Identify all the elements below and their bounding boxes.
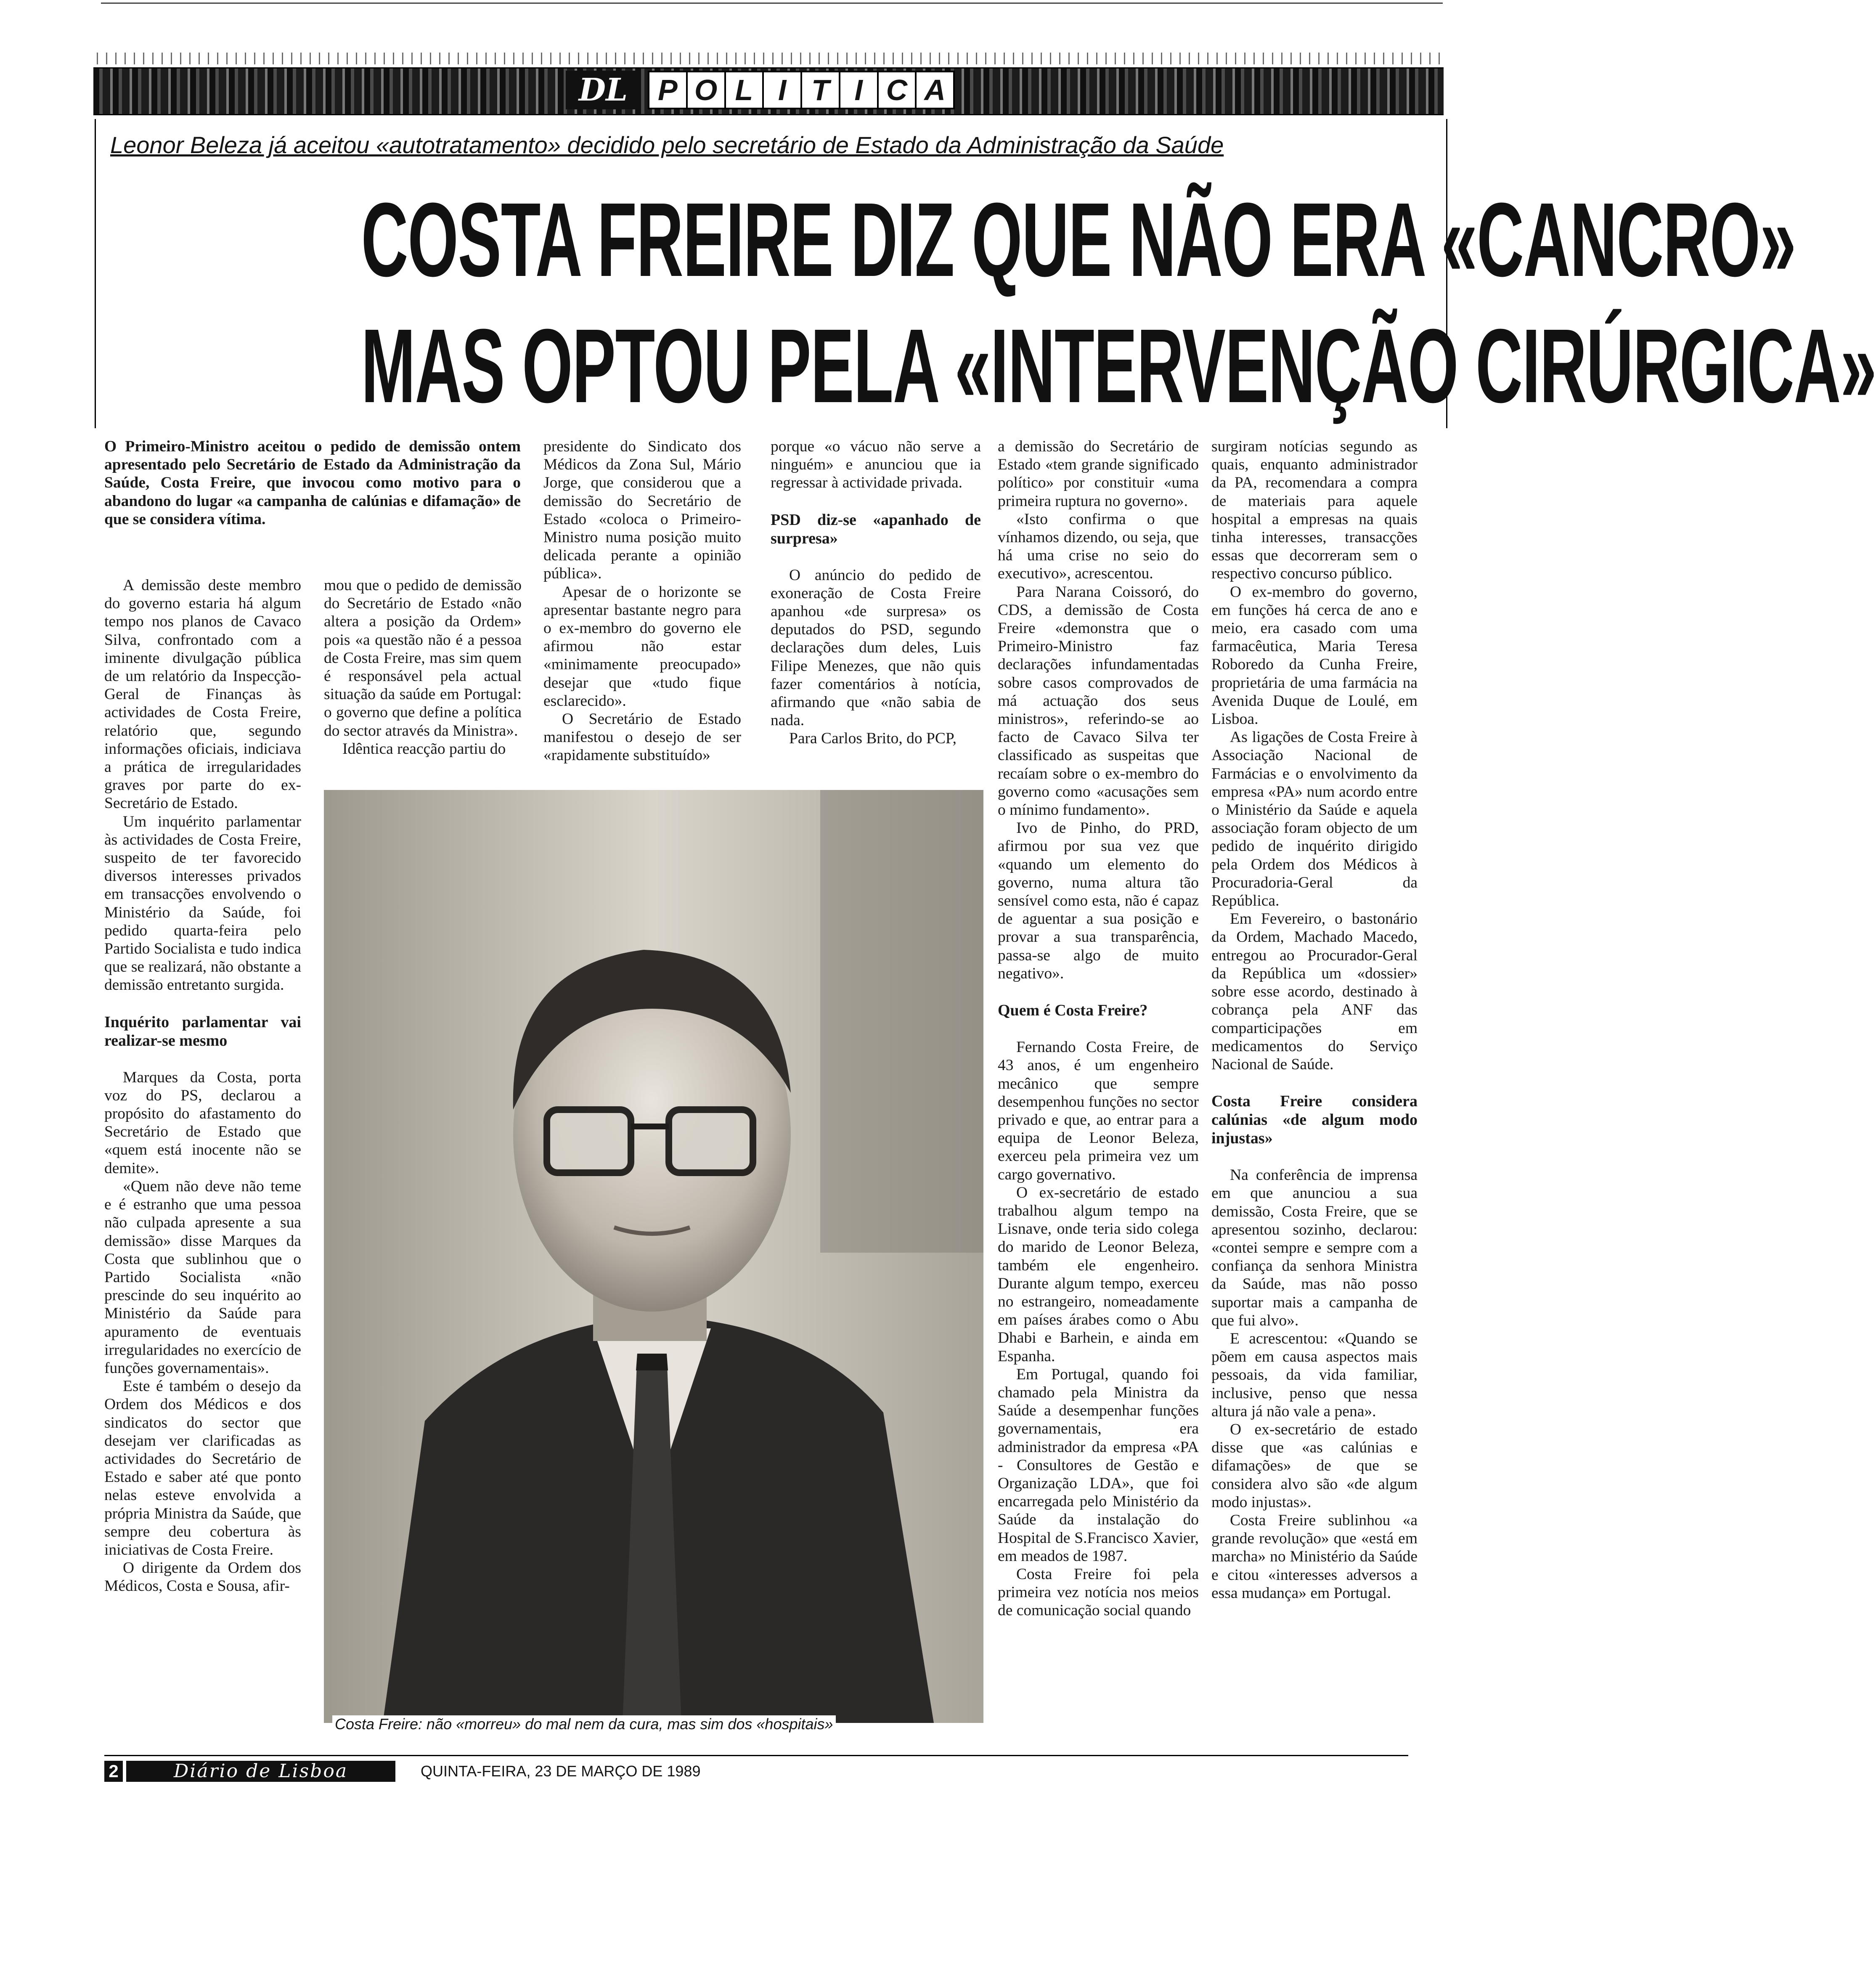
section-letter: P [649,72,688,108]
column-3 [543,437,741,765]
paragraph: Para Narana Coissoró, do CDS, a demissão de Costa Freire «demonstra que o Primeiro-Ministro faz declarações infundamentadas sobre casos comprovados de má actuação dos seus ministros», referindo-se ao facto de Cavaco Silva ter classificado as suspeitas que recaíam sobre o ex-membro do governo como «acusações sem o mínimo fundamento». [998,583,1199,819]
portrait-illustration [324,790,983,1723]
paragraph: mou que o pedido de demissão do Secretário de Estado «não altera a posição da Ordem» pois «a questão não é a pessoa de Costa Freire, mas sim quem é responsável pela actual situação da saúde em Portugal: o governo que define a política do sector através da Ministra». [324,577,522,739]
paragraph: surgiram notícias segundo as quais, enquanto administrador da PA, recomendara a compra de materiais para aquele hospital a empresas na quais tinha interesses, transacções essas que decorreram sem o respectivo concurso público. [1211,438,1418,583]
newspaper-name: Diário de Lisboa [126,1761,395,1782]
paragraph: O ex-secretário de estado trabalhou algum tempo na Lisnave, onde teria sido colega do marido de Leonor Beleza, também ele engenheiro. Durante algum tempo, exerceu no estrangeiro, nomeadamente em países árabes como o Abu Dhabi e Barhein, e ainda em Espanha. [998,1184,1199,1365]
lead-paragraph [104,437,521,528]
column-5 [998,437,1199,1620]
subheading: Inquérito parlamentar vai realizar-se mesmo [104,1013,301,1049]
section-letter: A [924,74,946,106]
footer-rule [104,1755,1408,1756]
subheading: Costa Freire considera calúnias «de algum modo injustas» [1211,1092,1418,1148]
column-1 [104,576,301,1595]
paragraph: presidente do Sindicato dos Médicos da Zona Sul, Mário Jorge, que considerou que a demissão do Secretário de Estado «coloca o Primeiro-Ministro numa posição muito delicada perante a opinião pública». [543,438,741,583]
paragraph: O Secretário de Estado manifestou o desejo de ser «rapidamente substituído» [543,710,741,764]
article-kicker: Leonor Beleza já aceitou «autotratamento» decidido pelo secretário de Estado da Administração da Saúde [110,132,1224,158]
paragraph: Para Carlos Brito, do PCP, [789,730,957,747]
page-number: 2 [104,1761,123,1782]
headline-line-1: COSTA FREIRE DIZ QUE NÃO ERA «CANCRO» [361,181,1796,298]
section-letter: I [764,72,802,108]
paragraph: «Quem não deve não teme e é estranho que uma pessoa não culpada apresente a sua demissão» disse Marques da Costa que sublinhou que o Partido Socialista «não prescinde do seu inquérito ao Ministério da Saúde para apuramento de eventuais irregularidades no exercício de funções governamentais». [104,1177,301,1377]
section-letter: C [879,72,917,108]
paragraph: Ivo de Pinho, do PRD, afirmou por sua vez que «quando um elemento do governo, numa altura tão sensível como esta, não é capaz de aguentar a sua posição e provar a sua transparência, passa-se algo de muito negativo». [998,819,1199,982]
paragraph: Em Fevereiro, o bastonário da Ordem, Machado Macedo, entregou ao Procurador-Geral da República um «dossier» sobre esse acordo, destinado à cobrança pela ANF das comparticipações em medicamentos do Serviço Nacional de Saúde. [1211,910,1418,1073]
column-6 [1211,437,1418,1602]
paragraph: Um inquérito parlamentar às actividades de Costa Freire, suspeito de ter favorecido diversos interesses privados em transacções envolvendo o Ministério da Saúde, foi pedido quarta-feira pelo Partido Socialista e tudo indica que se realizará, não obstante a demissão entretanto surgida. [104,813,301,994]
paragraph: Costa Freire foi pela primeira vez notícia nos meios de comunicação social quando [998,1565,1199,1619]
paragraph: O anúncio do pedido de exoneração de Costa Freire apanhou «de surpresa» os deputados do PSD, segundo declarações dum deles, Luis Filipe Menezes, que não quis fazer comentários à notícia, afirmando que «não sabia de nada. [771,566,981,729]
paragraph: Em Portugal, quando foi chamado pela Ministra da Saúde a desempenhar funções governamentais, era administrador da empresa «PA - Consultores de Gestão e Organização LDA», que foi encarregada pelo Ministério da Saúde da instalação do Hospital de S.Francisco Xavier, em meados de 1987. [998,1365,1199,1565]
lead-text: O Primeiro-Ministro aceitou o pedido de demissão ontem apresentado pelo Secretário de Estado da Administração da Saúde, Costa Freire, que invocou como motivo para o abandono do lugar «a campanha de calúnias e difamação» de que se considera vítima. [104,438,521,528]
paragraph: a demissão do Secretário de Estado «tem grande significado político» por constituir «uma primeira ruptura no governo». [998,438,1199,510]
section-letter: I [840,72,879,108]
column-2 [324,576,522,758]
publication-date: QUINTA-FEIRA, 23 DE MARÇO DE 1989 [421,1762,701,1780]
paragraph: Costa Freire sublinhou «a grande revolução» que «está em marcha» no Ministério da Saúde e citou «interesses adversos a essa mudança» em Portugal. [1211,1511,1418,1602]
paragraph: porque «o vácuo não serve a ninguém» e anunciou que ia regressar à actividade privada. [771,438,981,492]
paragraph: Marques da Costa, porta voz do PS, declarou a propósito do afastamento do Secretário de Estado que «quem está inocente não se demite». [104,1068,301,1177]
newspaper-logo: DL [566,71,641,109]
photo-caption: Costa Freire: não «morreu» do mal nem da cura, mas sim dos «hospitais» [332,1715,836,1733]
paragraph: «Isto confirma o que vínhamos dizendo, ou seja, que há uma crise no seio do executivo», acrescentou. [998,510,1199,583]
top-scan-rule [101,3,1443,4]
portrait-photo [324,790,983,1723]
paragraph: Apesar de o horizonte se apresentar bastante negro para o ex-membro do governo ele afirmou não estar «minimamente preocupado» desejar que «tudo fique esclarecido». [543,583,741,710]
subheading: Quem é Costa Freire? [998,1002,1148,1020]
paragraph: Este é também o desejo da Ordem dos Médicos e dos sindicatos do sector que desejam ver clarificadas as actividades do Secretário de Estado e saber até que ponto nelas esteve envolvida a própria Ministra da Saúde, que sempre deu cobertura às iniciativas de Costa Freire. [104,1378,301,1558]
paragraph: Na conferência de imprensa em que anunciou a sua demissão, Costa Freire, que se apresentou sozinho, declarou: «contei sempre e sempre com a confiança da senhora Ministra da Saúde, mas não posso suportar mais a campanha de que fui alvo». [1211,1166,1418,1329]
paragraph: As ligações de Costa Freire à Associação Nacional de Farmácias e o envolvimento da empresa «PA» num acordo entre o Ministério da Saúde e aquela associação foram objecto de um pedido de inquérito dirigido pela Ordem dos Médicos à Procuradoria-Geral da República. [1211,729,1418,910]
paragraph: O ex-membro do governo, em funções há cerca de ano e meio, era casado com uma farmacêutica, Maria Teresa Roboredo da Cunha Freire, proprietária de uma farmácia na Avenida Duque de Loulé, em Lisboa. [1211,583,1418,728]
subheading: PSD diz-se «apanhado de surpresa» [771,511,981,547]
paragraph: Fernando Costa Freire, de 43 anos, é um engenheiro mecânico que sempre desempenhou funções no sector privado e que, ao entrar para a equipa de Leonor Beleza, exerceu pela primeira vez um cargo governativo. [998,1039,1199,1183]
section-letter: O [688,72,726,108]
banner-ruler-marks [97,53,1443,64]
headline-line-2: MAS OPTOU PELA «INTERVENÇÃO CIRÚRGICA» [361,307,1876,424]
column-4 [771,437,981,748]
paragraph: O ex-secretário de estado disse que «as calúnias e difamações» de que se considera alvo são «de algum modo injustas». [1211,1420,1418,1511]
section-title-politica [648,71,955,109]
section-letter: T [802,72,840,108]
paragraph: O dirigente da Ordem dos Médicos, Costa e Sousa, afir- [104,1559,301,1595]
paragraph: Idêntica reacção partiu do [342,740,506,758]
paragraph: E acrescentou: «Quando se põem em causa aspectos mais pessoais, da vida familiar, inclusive, penso que nessa altura já não vale a pena». [1211,1330,1418,1420]
section-letter: L [726,72,764,108]
paragraph: A demissão deste membro do governo estaria há algum tempo nos planos de Cavaco Silva, confrontado com a iminente divulgação pública de um relatório da Inspecção-Geral de Finanças às actividades de Costa Freire, relatório que, segundo informações oficiais, indiciava a prática de irregularidades graves por parte do ex-Secretário de Estado. [104,577,301,812]
